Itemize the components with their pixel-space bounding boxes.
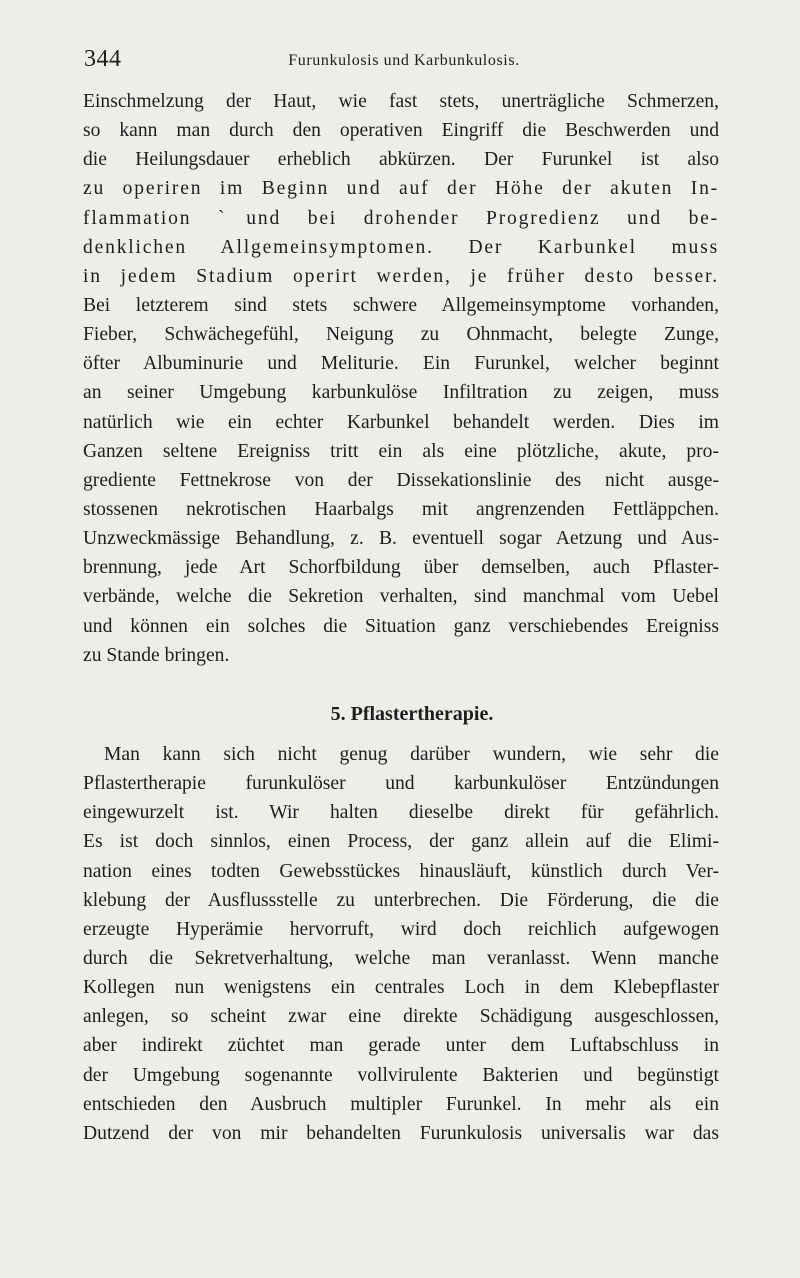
section-heading: 5. Pflastertherapie. <box>330 702 494 725</box>
text-line: denklichen Allgemeinsymptomen. Der Karbunkel muss <box>83 236 719 258</box>
text-line: natürlich wie ein echter Karbunkel behandelt werden. Dies im <box>83 411 719 433</box>
text-line: und können ein solches die Situation ganz verschiebendes Ereigniss <box>83 615 719 637</box>
paragraph-furunkel-operation <box>83 87 719 670</box>
page-number: 344 <box>84 46 122 72</box>
text-line: öfter Albuminurie und Meliturie. Ein Furunkel, welcher beginnt <box>83 353 719 375</box>
text-line: brennung, jede Art Schorfbildung über demselben, auch Pflaster- <box>83 557 719 579</box>
text-line: stossenen nekrotischen Haarbalgs mit angrenzenden Fettläppchen. <box>83 498 719 520</box>
text-line: anlegen, so scheint zwar eine direkte Schädigung ausgeschlossen, <box>83 1006 719 1028</box>
text-line: Unzweckmässige Behandlung, z. B. eventuell sogar Aetzung und Aus- <box>83 528 719 550</box>
text-line: zu operiren im Beginn und auf der Höhe der akuten In- <box>83 178 719 200</box>
running-title: Furunkulosis und Karbunkulosis. <box>288 52 520 69</box>
text-line: eingewurzelt ist. Wir halten dieselbe direkt für gefährlich. <box>83 802 719 824</box>
text-line: entschieden den Ausbruch multipler Furunkel. In mehr als ein <box>83 1093 719 1115</box>
text-line: aber indirekt züchtet man gerade unter dem Luftabschluss in <box>83 1035 719 1057</box>
text-line: in jedem Stadium operirt werden, je früher desto besser. <box>83 265 719 287</box>
text-line: Ganzen seltene Ereigniss tritt ein als eine plötzliche, akute, pro- <box>83 440 719 462</box>
text-line: klebung der Ausflussstelle zu unterbrechen. Die Förderung, die die <box>83 889 719 911</box>
text-line: verbände, welche die Sekretion verhalten, sind manchmal vom Uebel <box>83 586 719 608</box>
text-line: Bei letzterem sind stets schwere Allgemeinsymptome vorhanden, <box>83 294 719 316</box>
text-line: so kann man durch den operativen Eingriff die Beschwerden und <box>83 120 719 142</box>
text-line: Einschmelzung der Haut, wie fast stets, unerträgliche Schmerzen, <box>83 91 719 112</box>
paragraph-pflastertherapie <box>83 740 719 1148</box>
text-line: flammation ˋund bei drohender Progredienz und be- <box>83 207 719 229</box>
text-line: Pflastertherapie furunkulöser und karbunkulöser Entzündungen <box>83 773 719 795</box>
text-line: erzeugte Hyperämie hervorruft, wird doch reichlich aufgewogen <box>83 918 719 940</box>
text-line: Man kann sich nicht genug darüber wundern, wie sehr die <box>104 743 719 765</box>
text-line: Es ist doch sinnlos, einen Process, der ganz allein auf die Elimi- <box>83 831 719 853</box>
text-line: zu Stande bringen. <box>83 644 230 666</box>
text-line: Fieber, Schwächegefühl, Neigung zu Ohnmacht, belegte Zunge, <box>83 324 719 346</box>
body-text <box>83 87 719 1148</box>
text-line: an seiner Umgebung karbunkulöse Infiltration zu zeigen, muss <box>83 382 719 404</box>
text-line: grediente Fettnekrose von der Dissekationslinie des nicht ausge- <box>83 469 719 491</box>
text-line: die Heilungsdauer erheblich abkürzen. Der Furunkel ist also <box>83 149 719 171</box>
text-line: Dutzend der von mir behandelten Furunkulosis universalis war das <box>83 1122 719 1144</box>
text-line: der Umgebung sogenannte vollvirulente Bakterien und begünstigt <box>83 1064 719 1086</box>
text-line: Kollegen nun wenigstens ein centrales Loch in dem Klebepflaster <box>83 977 719 999</box>
text-line: durch die Sekretverhaltung, welche man veranlasst. Wenn manche <box>83 947 719 969</box>
page-header <box>84 46 724 86</box>
text-line: nation eines todten Gewebsstückes hinausläuft, künstlich durch Ver- <box>83 860 719 882</box>
